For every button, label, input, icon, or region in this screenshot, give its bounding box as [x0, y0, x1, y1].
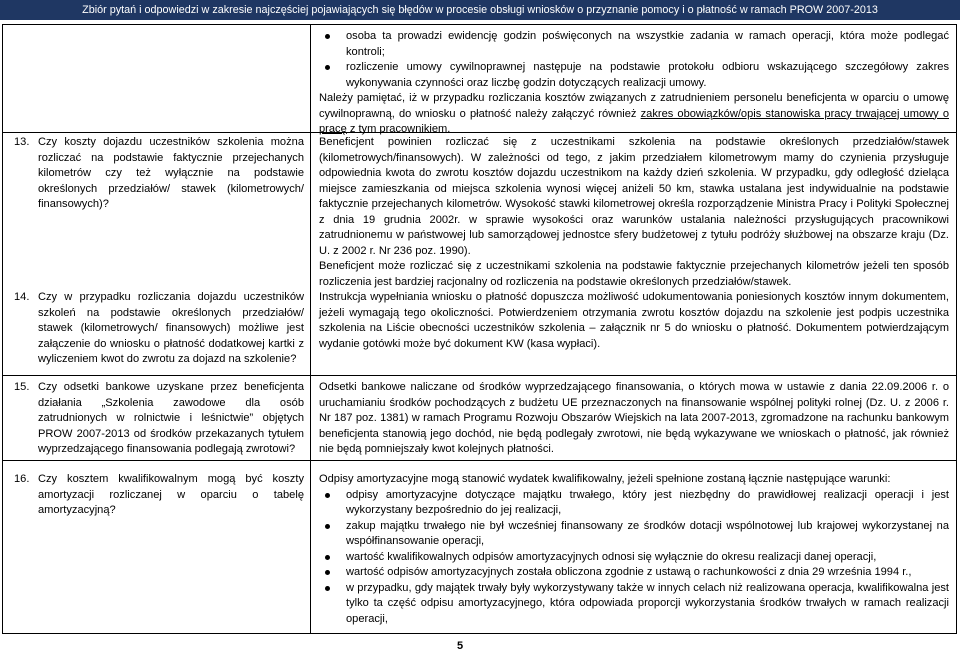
question-14: [14, 290, 304, 368]
question-number: 16.: [14, 473, 30, 485]
answer-13: [319, 135, 949, 290]
answer-14: [319, 290, 949, 352]
row-divider-16: [3, 460, 956, 461]
question-text: Czy koszty dojazdu uczestników szkolenia można rozliczać na podstawie faktycznie przejechanych kilometrów czy też wyłącznie na podstawie określonych przedziałów/ stawek (kilometrowych/ finansowych)?: [38, 136, 304, 210]
question-16: [14, 472, 304, 519]
question-number: 15.: [14, 381, 30, 393]
header-title: Zbiór pytań i odpowiedzi w zakresie najczęściej pojawiających się błędów w procesie obsługi wniosków o przyznanie pomocy i o płatność w ramach PROW 2007-2013: [82, 4, 878, 16]
underlined-text: zakres obowiązków/opis stanowiska pracy trwającej umowy o pracę: [319, 107, 949, 135]
question-13: [14, 135, 304, 213]
question-number: 13.: [14, 136, 30, 148]
column-divider: [310, 25, 311, 633]
answer-paragraph: Beneficjent może rozliczać się z uczestnikami szkolenia na podstawie faktycznie przejechanych kilometrów jeżeli ten sposób rozliczenia jest bardziej racjonalny od rozliczenia na podstawie określonych przedziałów/stawek.: [319, 260, 949, 288]
list-item: rozliczenie umowy cywilnoprawnej następuje na podstawie protokołu odbioru wskazującego szczegółowy zakres wykonywania czynności oraz liczbę godzin dotyczących realizacji umowy.: [319, 60, 949, 91]
answer-16: [319, 472, 949, 627]
list-item: odpisy amortyzacyjne dotyczące majątku trwałego, który jest niezbędny do prawidłowej realizacji operacji i jest wykorzystany bezpośrednio do jej realizacji,: [319, 488, 949, 519]
question-text: Czy w przypadku rozliczania dojazdu uczestników szkoleń na podstawie określonych przedziałów/ stawek (kilometrowych/ finansowych) możliwe jest załączenie do wniosku o płatność dodatkowej kartki z wyliczeniem kwot do zwrotu za dojazd na szkolenie?: [38, 291, 304, 365]
question-number: 14.: [14, 291, 30, 303]
page-number: 5: [456, 640, 464, 652]
list-item: zakup majątku trwałego nie był wcześniej finansowany ze środków dotacji wspólnotowej lub krajowej wykorzystanej na współfinansowanie operacji,: [319, 519, 949, 550]
list-item: wartość odpisów amortyzacyjnych została obliczona zgodnie z ustawą o rachunkowości z dnia 29 września 1994 r.,: [319, 565, 949, 581]
list-item: wartość kwalifikowalnych odpisów amortyzacyjnych odnosi się wyłącznie do okresu realizacji danej operacji,: [319, 550, 949, 566]
row-divider-15: [3, 375, 956, 376]
question-text: Czy odsetki bankowe uzyskane przez beneficjenta działania „Szkolenia zawodowe dla osób zatrudnionych w rolnictwie i leśnictwie” objętych PROW 2007-2013 od środków przekazanych tytułem wyprzedzającego finansowania podlegają zwrotowi?: [38, 381, 304, 455]
document-header: [0, 0, 960, 20]
list-item: w przypadku, gdy majątek trwały były wykorzystywany także w innych celach niż realizowana operacja, kwalifikowalna jest tylko ta część odpisu amortyzacyjnego, która odpowiada proporcji wykorzystania środków trwałych w ramach realizacji operacji,: [319, 581, 949, 628]
answer-paragraph: Instrukcja wypełniania wniosku o płatność dopuszcza możliwość udokumentowania poniesionych kosztów innym dokumentem, jeżeli wymagają tego okoliczności. Potwierdzeniem otrzymania zwrotu kosztów dojazdu na szkolenie jest podpis uczestnika szkolenia na Liście obecności uczestników szkolenia – załącznik nr 5 do wniosku o płatność. Dokumentem potwierdzającym wydanie gotówki może być dokument KW (kasa wypłaci).: [319, 291, 949, 350]
question-15: [14, 380, 304, 458]
answer-continuation: [319, 29, 949, 138]
answer-paragraph: Odsetki bankowe naliczane od środków wyprzedzającego finansowania, o których mowa w ustawie z dania 22.09.2006 r. o uruchamianiu środków pochodzących z budżetu UE przeznaczonych na finansowanie wspólnej polityki rolnej (Dz. U. z 2006 r. Nr 187 poz. 1381) w ramach Programu Rozwoju Obszarów Wiejskich na lata 2007-2013, zgromadzone na rachunku bankowym beneficjenta stanowią jego dochód, nie będą podlegały zwrotowi, nie będą wykazywane we wnioskach o płatność, jak również nie będą pomniejszały kwot kolejnych płatności.: [319, 381, 949, 455]
answer-15: [319, 380, 949, 458]
list-item: osoba ta prowadzi ewidencję godzin poświęconych na wszystkie zadania w ramach operacji, która może podlegać kontroli;: [319, 29, 949, 60]
answer-paragraph: Beneficjent powinien rozliczać się z uczestnikami szkolenia na podstawie określonych przedziałów/stawek (kilometrowych/finansowych). W zależności od tego, z jakim przedziałem kilometrowym mamy do czynienia przysługuje odpowiednia kwota do zwrotu kosztów dojazdu uczestnikom na każdy dzień szkolenia. W przypadku, gdy odległość dzieląca miejsce zamieszkania od miejsca szkolenia wynosi więcej aniżeli 50 km, stawka ustalana jest indywidualnie na podstawie faktycznie przejechanych kilometrów. Wysokość stawki kilometrowej określa rozporządzenie Ministra Pracy i Polityki Społecznej z dnia 19 grudnia 2002r. w sprawie wysokości oraz warunków ustalania należności przysługujących pracownikowi zatrudnionemu w państwowej lub samorządowej jednostce sfery budżetowej z tytułu podróży służbowej na obszarze kraju (Dz. U. z 2002 r. Nr 236 poz. 1990).: [319, 136, 949, 257]
answer-intro: Odpisy amortyzacyjne mogą stanowić wydatek kwalifikowalny, jeżeli spełnione zostaną łącznie następujące warunki:: [319, 473, 891, 485]
qa-table: [2, 24, 957, 634]
note-paragraph: Należy pamiętać, iż w przypadku rozliczania kosztów związanych z zatrudnieniem personelu beneficjenta w oparciu o umowę cywilnoprawną, do wniosku o płatność należy załączyć również zakres obowiązków/opis stanowiska pracy trwającej umowy o pracę z tym pracownikiem.: [319, 92, 949, 135]
question-text: Czy kosztem kwalifikowalnym mogą być koszty amortyzacji rozliczanej w oparciu o tabelę amortyzacyjną?: [38, 473, 304, 516]
